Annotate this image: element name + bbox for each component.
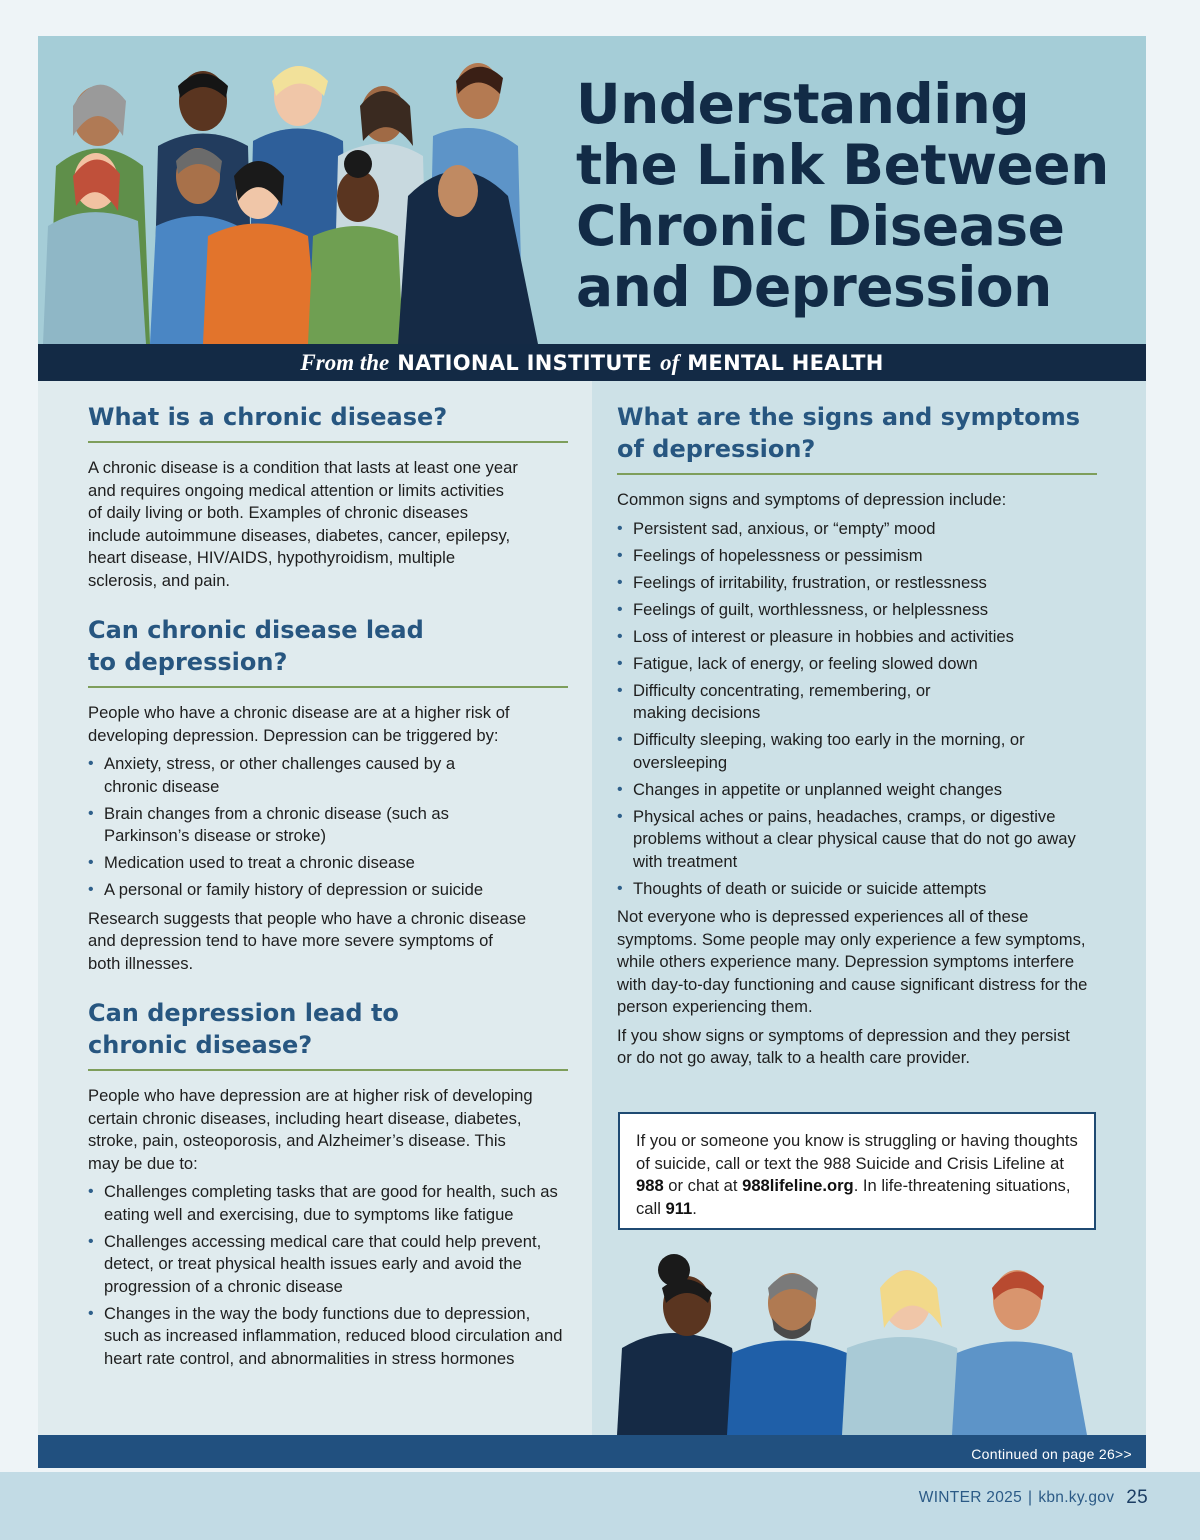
banner-org-part1: NATIONAL INSTITUTE [397, 350, 653, 375]
crisis-text: . [692, 1198, 697, 1218]
right-content [617, 401, 1097, 1076]
heading-line: What are the signs and symptoms [617, 403, 1081, 431]
trigger-list [88, 753, 568, 902]
heading-line: chronic disease? [88, 1031, 313, 1059]
crowd-illustration [38, 36, 558, 344]
list-item: • Challenges completing tasks that are good for health, such as eating well and exercising, due to symptoms like fatigue [88, 1181, 568, 1226]
list-item: • Persistent sad, anxious, or “empty” mood [617, 518, 1097, 541]
disease-to-depression-intro: People who have a chronic disease are at a higher risk of developing depression. Depression can be triggered by: [88, 703, 510, 745]
list-item: • Difficulty concentrating, remembering, or making decisions [617, 680, 1097, 725]
heading-line: Can depression lead to [88, 999, 399, 1027]
lifeline-link[interactable]: 988lifeline.org [742, 1176, 854, 1195]
list-item: • Physical aches or pains, headaches, cramps, or digestive problems without a clear physical cause that do not go away with treatment [617, 806, 1097, 874]
issue-season: WINTER 2025 [918, 1489, 1022, 1506]
list-item: • Feelings of guilt, worthlessness, or helplessness [617, 599, 1097, 622]
page-sheet [38, 36, 1146, 1468]
crisis-lifeline-box [618, 1112, 1096, 1230]
continuation-band [38, 1435, 1146, 1468]
heading-rule [88, 441, 568, 443]
banner-org-part2: MENTAL HEALTH [687, 350, 884, 375]
crisis-text: or chat at [663, 1176, 743, 1195]
emergency-number: 911 [665, 1198, 693, 1218]
list-item: • A personal or family history of depression or suicide [88, 879, 568, 902]
source-banner [38, 344, 1146, 381]
list-item: • Challenges accessing medical care that could help prevent, detect, or treat physical health issues early and avoid the progression of a chronic disease [88, 1231, 568, 1299]
section-heading-symptoms [617, 401, 1097, 465]
banner-of: of [660, 349, 680, 375]
list-item: • Changes in appetite or unplanned weight changes [617, 779, 1097, 802]
list-item: • Feelings of hopelessness or pessimism [617, 545, 1097, 568]
title-line: and Depression [576, 255, 1052, 319]
list-item: • Changes in the way the body functions due to depression, such as increased inflammation, reduced blood circulation and heart rate control, and abnormalities in stress hormones [88, 1303, 568, 1371]
footer-separator: | [1027, 1489, 1033, 1506]
section-heading-depression-to-disease [88, 997, 568, 1061]
list-item: • Thoughts of death or suicide or suicide attempts [617, 878, 1097, 901]
heading-rule [617, 473, 1097, 475]
heading-rule [88, 1069, 568, 1071]
page-footer [919, 1487, 1148, 1509]
left-content [88, 401, 568, 1376]
title-line: Chronic Disease [576, 194, 1065, 258]
chronic-disease-definition: A chronic disease is a condition that lasts at least one year and requires ongoing medical attention or limits activities of daily living or both. Examples of chronic diseases include autoimmune diseases, diabetes, cancer, epilepsy, heart disease, HIV/AIDS, hypothyroidism, multiple sclerosis, and pain. [88, 458, 518, 590]
continued-link[interactable]: Continued on page 26>> [971, 1446, 1132, 1462]
heading-line: of depression? [617, 435, 816, 463]
title-line: Understanding [576, 72, 1030, 136]
list-item: • Anxiety, stress, or other challenges caused by a chronic disease [88, 753, 568, 798]
title-line: the Link Between [576, 133, 1109, 197]
list-item: • Feelings of irritability, frustration, or restlessness [617, 572, 1097, 595]
list-item: • Brain changes from a chronic disease (such as Parkinson’s disease or stroke) [88, 803, 568, 848]
symptoms-intro: Common signs and symptoms of depression include: [617, 490, 1007, 509]
list-item: • Fatigue, lack of energy, or feeling slowed down [617, 653, 1097, 676]
crisis-text: . In life-threatening situations, call [636, 1176, 1071, 1218]
seek-help-note: If you show signs or symptoms of depression and they persist or do not go away, talk to a health care provider. [617, 1025, 1070, 1067]
group-illustration [612, 1248, 1112, 1435]
heading-line: Can chronic disease lead [88, 616, 424, 644]
list-item: • Medication used to treat a chronic disease [88, 852, 568, 875]
crisis-text: If you or someone you know is struggling or having thoughts of suicide, call or text the 988 Suicide and Crisis Lifeline at [636, 1131, 1078, 1173]
cause-list [88, 1181, 568, 1370]
list-item: • Difficulty sleeping, waking too early in the morning, or oversleeping [617, 729, 1097, 774]
symptom-list [617, 518, 1097, 901]
page-title [576, 74, 1136, 318]
hero-header [38, 36, 1146, 344]
heading-rule [88, 686, 568, 688]
section-heading-disease-to-depression [88, 614, 568, 678]
site-url[interactable]: kbn.ky.gov [1038, 1489, 1115, 1506]
research-note: Research suggests that people who have a chronic disease and depression tend to have more severe symptoms of both illnesses. [88, 908, 527, 973]
page-number: 25 [1126, 1487, 1148, 1508]
list-item: • Loss of interest or pleasure in hobbies and activities [617, 626, 1097, 649]
banner-lead: From the [300, 349, 390, 375]
lifeline-number: 988 [636, 1176, 664, 1195]
section-heading-chronic-disease: What is a chronic disease? [88, 403, 448, 431]
heading-line: to depression? [88, 648, 288, 676]
depression-to-disease-intro: People who have depression are at higher risk of developing certain chronic diseases, including heart disease, diabetes, stroke, pain, osteoporosis, and Alzheimer’s disease. This may be due to: [88, 1086, 533, 1173]
symptoms-note: Not everyone who is depressed experiences all of these symptoms. Some people may only experience a few symptoms, while others experience many. Depression symptoms interfere with day-to-day functioning and cause significant distress for the person experiencing them. [617, 907, 1088, 1016]
